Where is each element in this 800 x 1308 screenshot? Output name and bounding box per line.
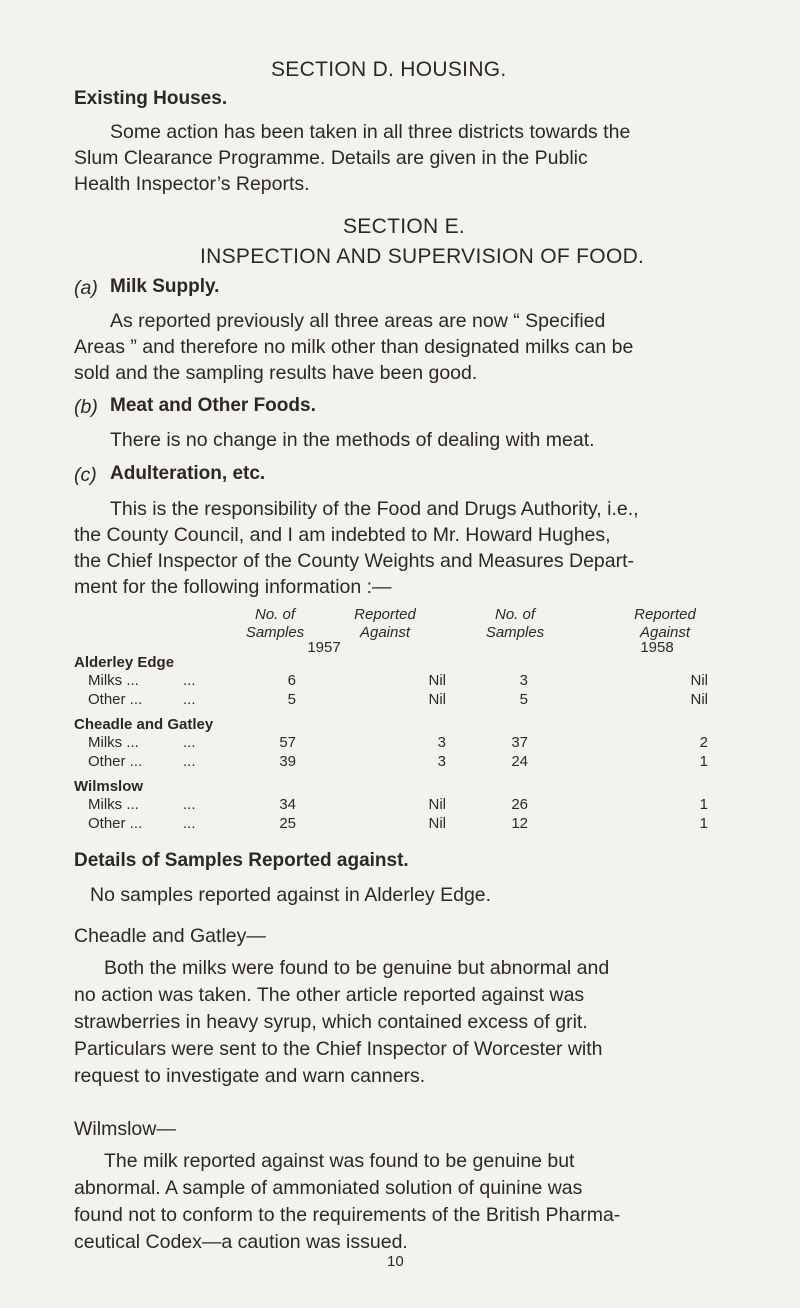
existing-houses-heading: Existing Houses. <box>74 88 228 109</box>
wilmslow-heading: Wilmslow— <box>74 1118 176 1140</box>
table-row-dots: ... <box>183 734 196 751</box>
col-header-year-1957: 1957 <box>307 639 341 656</box>
existing-houses-line: Some action has been taken in all three districts towards the <box>110 121 631 143</box>
table-cell: 1 <box>699 815 708 832</box>
table-row-dots: ... <box>183 796 196 813</box>
table-cell: Nil <box>428 815 446 832</box>
table-cell: 5 <box>287 691 296 708</box>
adulteration-line: the County Council, and I am indebted to Mr. Howard Hughes, <box>74 524 611 546</box>
table-cell: 24 <box>511 753 528 770</box>
table-row-label: Milks ... <box>88 672 139 689</box>
cheadle-line: no action was taken. The other article reported against was <box>74 984 585 1006</box>
wilmslow-line: ceutical Codex—a caution was issued. <box>74 1231 408 1253</box>
table-row-dots: ... <box>183 815 196 832</box>
table-cell: 3 <box>437 734 446 751</box>
section-d-title: SECTION D. HOUSING. <box>271 58 507 81</box>
table-cell: Nil <box>690 672 708 689</box>
table-cell: 37 <box>511 734 528 751</box>
table-row-dots: ... <box>183 691 196 708</box>
table-row-label: Other ... <box>88 691 143 708</box>
existing-houses-line: Slum Clearance Programme. Details are given in the Public <box>74 147 588 169</box>
meat-label: (b) <box>74 396 98 418</box>
table-row-label: Other ... <box>88 753 143 770</box>
adulteration-line: This is the responsibility of the Food and Drugs Authority, i.e., <box>110 498 639 520</box>
table-cell: Nil <box>428 691 446 708</box>
cheadle-line: request to investigate and warn canners. <box>74 1065 426 1087</box>
col-header-reported-1957: Against <box>359 624 411 641</box>
meat-heading: Meat and Other Foods. <box>110 395 316 416</box>
table-row-label: Milks ... <box>88 734 139 751</box>
table-cell: 1 <box>699 796 708 813</box>
col-header-samples-1958: No. of <box>494 606 536 623</box>
table-cell: 3 <box>519 672 528 689</box>
milk-supply-label: (a) <box>74 277 98 299</box>
wilmslow-line: The milk reported against was found to be genuine but <box>104 1150 575 1172</box>
cheadle-heading: Cheadle and Gatley— <box>74 925 266 947</box>
table-group-name: Cheadle and Gatley <box>74 716 214 733</box>
adulteration-line: the Chief Inspector of the County Weights and Measures Depart- <box>74 550 635 572</box>
table-cell: 2 <box>699 734 708 751</box>
col-header-samples-1957: No. of <box>254 606 296 623</box>
wilmslow-line: abnormal. A sample of ammoniated solution of quinine was <box>74 1177 583 1199</box>
table-cell: 1 <box>699 753 708 770</box>
table-group-name: Alderley Edge <box>74 654 175 671</box>
table-cell: 34 <box>279 796 296 813</box>
table-row-label: Other ... <box>88 815 143 832</box>
table-cell: 39 <box>279 753 296 770</box>
col-header-samples-1958: Samples <box>485 624 545 641</box>
table-cell: 25 <box>279 815 296 832</box>
page-number: 10 <box>387 1253 404 1270</box>
table-cell: 3 <box>437 753 446 770</box>
table-cell: 57 <box>279 734 296 751</box>
col-header-reported-1958: Reported <box>634 606 696 623</box>
adulteration-line: ment for the following information :— <box>74 576 392 598</box>
existing-houses-line: Health Inspector’s Reports. <box>74 173 310 195</box>
details-heading: Details of Samples Reported against. <box>74 850 409 871</box>
milk-supply-heading: Milk Supply. <box>110 276 220 297</box>
table-group-name: Wilmslow <box>74 778 144 795</box>
section-e-subtitle: INSPECTION AND SUPERVISION OF FOOD. <box>200 245 645 268</box>
table-cell: 6 <box>287 672 296 689</box>
table-cell: 12 <box>511 815 528 832</box>
table-cell: Nil <box>690 691 708 708</box>
cheadle-line: strawberries in heavy syrup, which contained excess of grit. <box>74 1011 588 1033</box>
wilmslow-line: found not to conform to the requirements of the British Pharma- <box>74 1204 621 1226</box>
adulteration-heading: Adulteration, etc. <box>110 463 266 484</box>
col-header-reported-1958: Against <box>639 624 691 641</box>
col-header-samples-1957: Samples <box>245 624 305 641</box>
milk-supply-line: sold and the sampling results have been good. <box>74 362 478 384</box>
col-header-year-1958: 1958 <box>640 639 674 656</box>
meat-line: There is no change in the methods of dealing with meat. <box>110 429 595 451</box>
table-row-dots: ... <box>183 672 196 689</box>
cheadle-line: Particulars were sent to the Chief Inspector of Worcester with <box>74 1038 603 1060</box>
table-cell: Nil <box>428 672 446 689</box>
milk-supply-line: Areas ” and therefore no milk other than designated milks can be <box>74 336 634 358</box>
adulteration-label: (c) <box>74 464 97 486</box>
table-cell: Nil <box>428 796 446 813</box>
table-cell: 26 <box>511 796 528 813</box>
milk-supply-line: As reported previously all three areas are now “ Specified <box>110 310 606 332</box>
table-row-label: Milks ... <box>88 796 139 813</box>
details-alderley-line: No samples reported against in Alderley Edge. <box>90 884 492 906</box>
table-cell: 5 <box>519 691 528 708</box>
col-header-reported-1957: Reported <box>354 606 416 623</box>
table-row-dots: ... <box>183 753 196 770</box>
section-e-title: SECTION E. <box>343 215 466 238</box>
cheadle-line: Both the milks were found to be genuine but abnormal and <box>104 957 610 979</box>
